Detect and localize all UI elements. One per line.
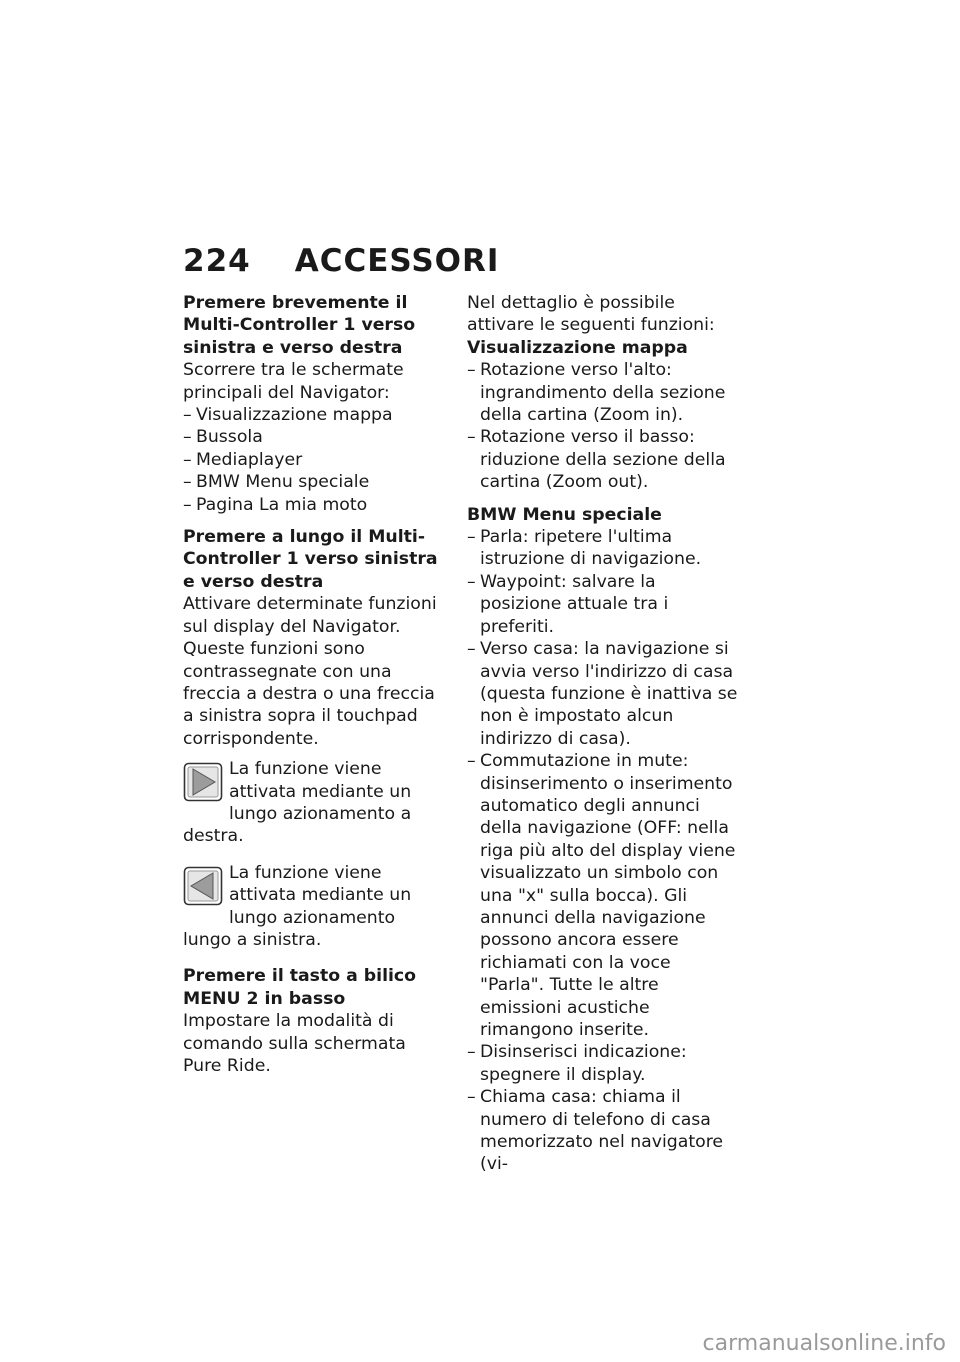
- watermark: carmanualsonline.info: [702, 1331, 946, 1356]
- note-text: La funzione viene attivata mediante un lungo azionamento lungo a sinistra.: [183, 862, 412, 950]
- list-item: – Visualizzazione mappa: [183, 404, 445, 426]
- paragraph-scroll: Scorrere tra le schermate principali del Navigator:: [183, 360, 404, 403]
- list-item: – BMW Menu speciale: [183, 471, 445, 493]
- note-right-arrow: [183, 758, 445, 848]
- list-item: – Chiama casa: chiama il numero di telefono di casa memorizzato nel navigatore (vi-: [467, 1086, 739, 1176]
- list-item: – Mediaplayer: [183, 449, 445, 471]
- paragraph-detail: Nel dettaglio è possibile attivare le seguenti funzioni:: [467, 293, 715, 336]
- section-title: ACCESSORI: [294, 243, 500, 279]
- list-item: – Pagina La mia moto: [183, 494, 445, 516]
- page-header: [183, 243, 499, 279]
- list-item: – Bussola: [183, 426, 445, 448]
- heading-map-view: Visualizzazione mappa: [467, 337, 688, 358]
- map-functions-list: [467, 359, 739, 493]
- list-item: – Rotazione verso il basso: riduzione della sezione della cartina (Zoom out).: [467, 426, 739, 493]
- page-number: 224: [183, 243, 251, 279]
- list-item: – Disinserisci indicazione: spegnere il display.: [467, 1041, 739, 1086]
- list-item: – Waypoint: salvare la posizione attuale tra i preferiti.: [467, 571, 739, 638]
- heading-menu-rocker: Premere il tasto a bilico MENU 2 in basso: [183, 966, 417, 1009]
- list-item: – Verso casa: la navigazione si avvia verso l'indirizzo di casa (questa funzione è inattiva se non è impostato alcun indirizzo di casa).: [467, 638, 739, 750]
- left-column: [183, 292, 445, 1077]
- right-column: [467, 292, 739, 1176]
- special-menu-list: [467, 526, 739, 1176]
- heading-long-press: Premere a lungo il Multi-Controller 1 verso sinistra e verso destra: [183, 527, 438, 592]
- list-item: – Commutazione in mute: disinserimento o inserimento automatico degli annunci della navigazione (OFF: nella riga più alto del display viene visualizzato un simbolo con una "x" sulla bocca). Gli annunci della navigazione possono ancora essere richiamati con la voce "Parla". Tutte le altre emissioni acustiche rimangono inserite.: [467, 750, 739, 1041]
- heading-special-menu: BMW Menu speciale: [467, 504, 662, 525]
- paragraph-pure-ride: Impostare la modalità di comando sulla schermata Pure Ride.: [183, 1011, 406, 1076]
- list-item: – Parla: ripetere l'ultima istruzione di navigazione.: [467, 526, 739, 571]
- arrow-left-icon: [183, 866, 223, 906]
- note-left-arrow: [183, 862, 445, 952]
- heading-short-press: Premere brevemente il Multi-Controller 1 verso sinistra e verso destra: [183, 293, 416, 358]
- arrow-right-icon: [183, 762, 223, 802]
- screens-list: [183, 404, 445, 516]
- note-text: La funzione viene attivata mediante un lungo azionamento a destra.: [183, 759, 412, 847]
- list-item: – Rotazione verso l'alto: ingrandimento della sezione della cartina (Zoom in).: [467, 359, 739, 426]
- paragraph-activate: Attivare determinate funzioni sul display del Navigator. Queste funzioni sono contrassegnate con una freccia a destra o una freccia a sinistra sopra il touchpad corrispondente.: [183, 594, 437, 749]
